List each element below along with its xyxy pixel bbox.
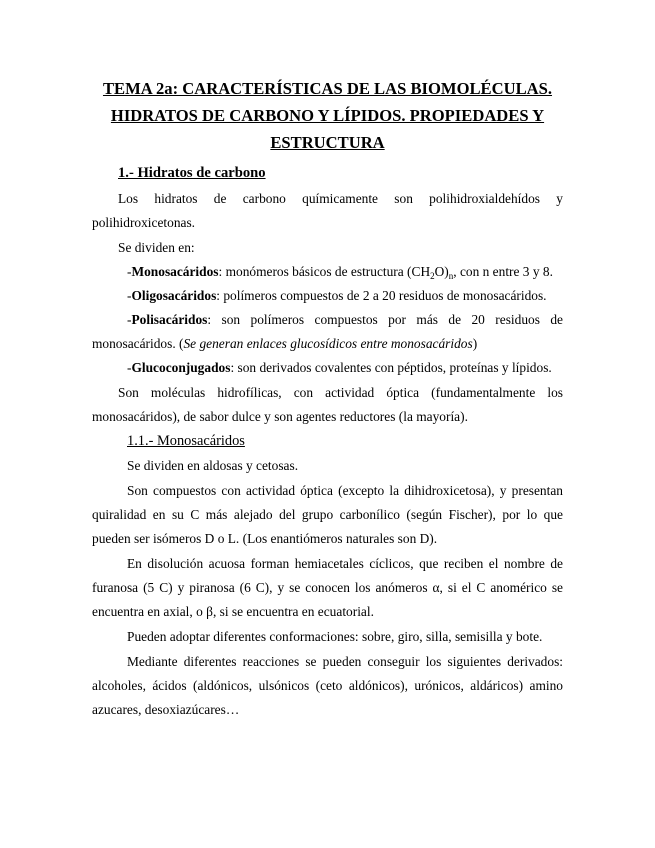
poli-italic-note: Se generan enlaces glucosídicos entre monosacáridos (183, 336, 473, 351)
list-item-polisacaridos (127, 311, 563, 329)
mono-text-a: : monómeros básicos de estructura (CH (218, 264, 431, 279)
term-glucoconjugados: Glucoconjugados (131, 360, 231, 375)
title-line-3: ESTRUCTURA (270, 133, 385, 152)
p5-line-2: alcoholes, ácidos (aldónicos, ulsónicos (ceto aldónicos), urónicos, aldáricos) amino (92, 678, 563, 693)
subscript-2: 2 (430, 271, 435, 281)
title-line-2: HIDRATOS DE CARBONO Y LÍPIDOS. PROPIEDADES Y (110, 106, 545, 125)
p5-line-1: Mediante diferentes reacciones se pueden conseguir los siguientes derivados: (127, 654, 563, 669)
p4: Pueden adoptar diferentes conformaciones: sobre, giro, silla, semisilla y bote. (127, 629, 543, 644)
p5-line-3: azucares, desoxiazúcares… (92, 702, 240, 717)
document-title (60, 75, 595, 156)
p3-line-2: furanosa (5 C) y piranosa (6 C), y se conocen los anómeros α, si el C anomérico se (92, 580, 563, 595)
list-dash: - (127, 312, 132, 327)
p3-line-1: En disolución acuosa forman hemiacetales cíclicos, que reciben el nombre de (127, 556, 563, 571)
subscript-n: n (448, 271, 454, 281)
list-dash: - (127, 264, 132, 279)
poli-text-line2b: ) (472, 336, 478, 351)
p2-line-1: Son compuestos con actividad óptica (excepto la dihidroxicetosa), y presentan (127, 483, 563, 498)
list-dash: - (127, 288, 132, 303)
gluco-text: : son derivados covalentes con péptidos, proteínas y lípidos. (230, 360, 552, 375)
poli-line-2 (92, 335, 477, 353)
list-item-monosacaridos (127, 263, 553, 281)
section-heading-hidratos: 1.- Hidratos de carbono (118, 165, 266, 181)
p3-line-3: encuentra en axial, o β, si se encuentra en ecuatorial. (92, 604, 374, 619)
title-line-1: TEMA 2a: CARACTERÍSTICAS DE LAS BIOMOLÉCULAS. (102, 79, 553, 98)
list-item-oligosacaridos (127, 287, 547, 305)
divide-label: Se dividen en: (118, 240, 195, 255)
intro-line-2: polihidroxicetonas. (92, 215, 196, 230)
p2-line-2: quiralidad en su C más alejado del grupo carbonílico (según Fischer), por lo que (92, 507, 563, 522)
props-line-1: Son moléculas hidrofílicas, con actividad óptica (fundamentalmente los (118, 385, 563, 400)
p1: Se dividen en aldosas y cetosas. (127, 458, 299, 473)
term-polisacaridos: Polisacáridos (131, 312, 208, 327)
poli-text-line2a: monosacáridos. ( (92, 336, 184, 351)
subsection-heading-monosacaridos: 1.1.- Monosacáridos (127, 433, 245, 449)
intro-line-1: Los hidratos de carbono químicamente son polihidroxialdehídos y (118, 191, 563, 206)
term-oligosacaridos: Oligosacáridos (131, 288, 217, 303)
mono-text-c: , con n entre 3 y 8. (453, 264, 553, 279)
list-dash: - (127, 360, 132, 375)
list-item-glucoconjugados (127, 359, 552, 377)
oligo-text: : polímeros compuestos de 2 a 20 residuos de monosacáridos. (216, 288, 547, 303)
props-line-2: monosacáridos), de sabor dulce y son agentes reductores (la mayoría). (92, 409, 468, 424)
mono-text-b: O) (434, 264, 449, 279)
term-monosacaridos: Monosacáridos (131, 264, 219, 279)
poli-text-line1: : son polímeros compuestos por más de 20 residuos de (207, 312, 563, 327)
p2-line-3: pueden ser isómeros D o L. (Los enantiómeros naturales son D). (92, 531, 438, 546)
